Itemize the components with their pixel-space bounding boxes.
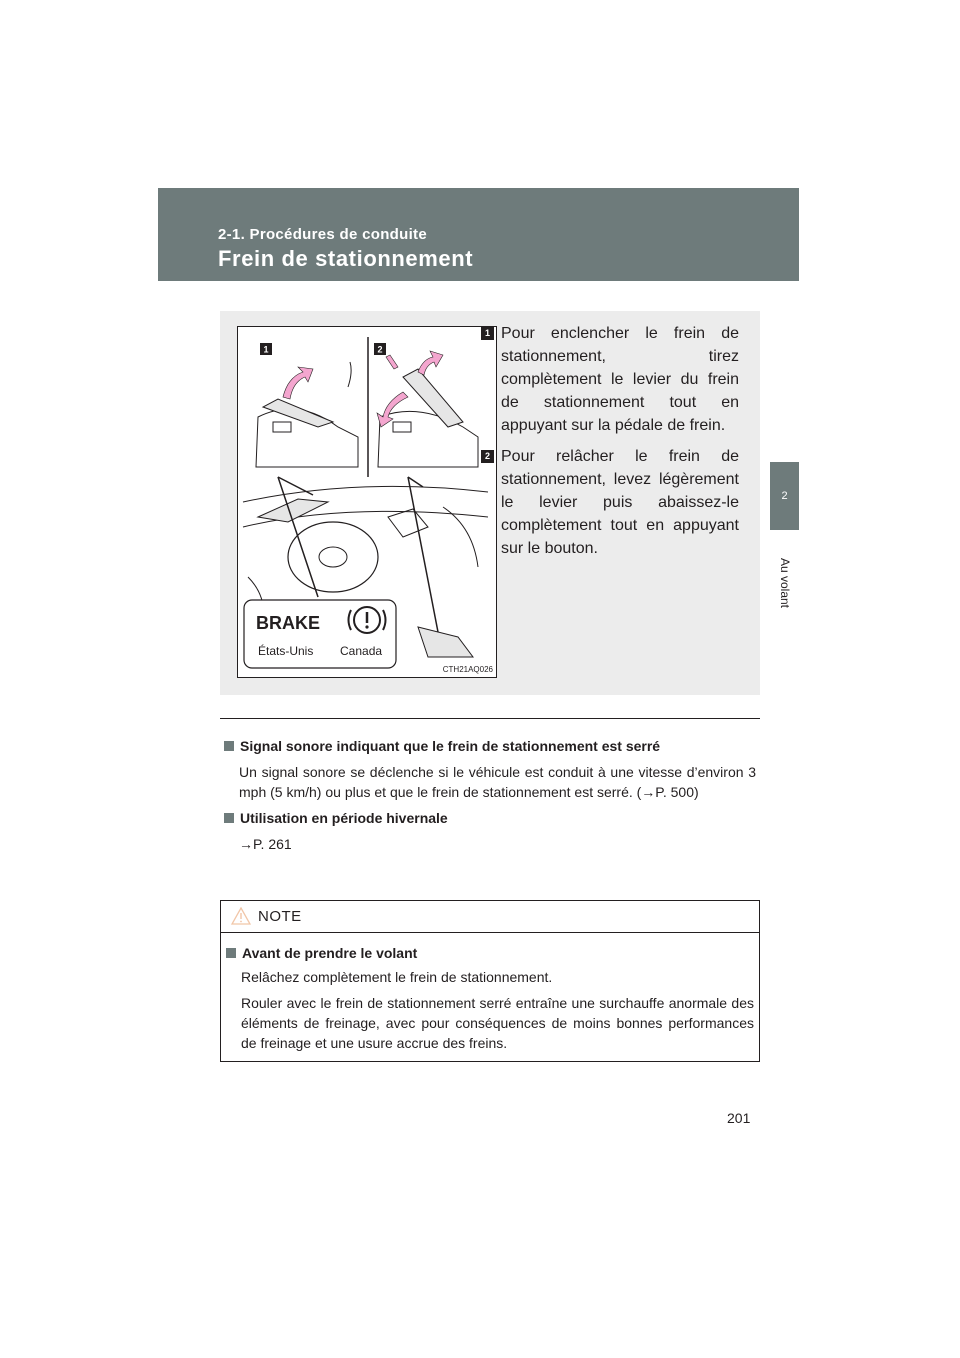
notice-box — [220, 900, 760, 1062]
brake-lever-drawing — [238, 327, 496, 677]
bullet-square-icon — [224, 813, 234, 823]
brake-label: BRAKE — [256, 613, 321, 633]
canada-label: Canada — [340, 644, 383, 658]
notice-content — [221, 933, 759, 1053]
step-list — [481, 322, 739, 568]
notice-body-line: Relâchez complètement le frein de stationnement. — [241, 969, 553, 985]
bullet-square-icon — [224, 741, 234, 751]
warning-triangle-icon — [231, 907, 251, 925]
page-number: 201 — [727, 1110, 751, 1126]
info-notes — [224, 736, 756, 860]
step-number: 1 — [481, 327, 494, 340]
svg-text:2: 2 — [377, 344, 383, 355]
pull-arrow — [283, 367, 313, 399]
notice-label: NOTE — [258, 908, 302, 925]
bullet-square-icon — [226, 948, 236, 958]
section-title: 2-1. Procédures de conduite — [218, 226, 427, 243]
chapter-tab-number: 2 — [770, 462, 799, 530]
step-item — [481, 322, 739, 437]
chapter-header — [158, 188, 799, 281]
note-body: Un signal sonore se déclenche si le véhicule est conduit à une vitesse d’environ 3 mph (5 km/h) ou plus et que le frein de stationnement est serré. (→P. 500) — [239, 764, 756, 800]
page-title: Frein de stationnement — [218, 246, 474, 271]
chapter-tab-label: Au volant — [777, 557, 792, 609]
step-text: Pour enclencher le frein de stationnement, tirez complètement le levier du frein de stationnement tout en appuyant sur la pédale de frein. — [501, 325, 739, 434]
note-title: Utilisation en période hivernale — [224, 808, 756, 828]
usa-label: États-Unis — [258, 644, 314, 658]
step-text: Pour relâcher le frein de stationnement, levez légèrement le levier puis abaissez-le complètement tout en appuyant sur le bouton. — [501, 448, 739, 557]
note-title: Signal sonore indiquant que le frein de stationnement est serré — [224, 736, 756, 756]
parking-brake-illustration — [237, 326, 497, 678]
note-body: →P. 261 — [239, 836, 292, 852]
divider — [220, 718, 760, 719]
notice-body-detail: Rouler avec le frein de stationnement serré entraîne une surchauffe anormale des éléments de freinage, avec pour conséquences de moins bonnes performances de freinage et une usure accrue des freins. — [241, 995, 754, 1051]
svg-text:1: 1 — [263, 344, 269, 355]
step-item — [481, 445, 739, 560]
lift-arrow — [418, 351, 443, 375]
notice-header — [221, 901, 759, 933]
figure-code: CTH21AQ026 — [442, 665, 493, 674]
notice-title: Avant de prendre le volant — [226, 943, 754, 963]
press-arrow — [386, 355, 398, 369]
step-number: 2 — [481, 450, 494, 463]
